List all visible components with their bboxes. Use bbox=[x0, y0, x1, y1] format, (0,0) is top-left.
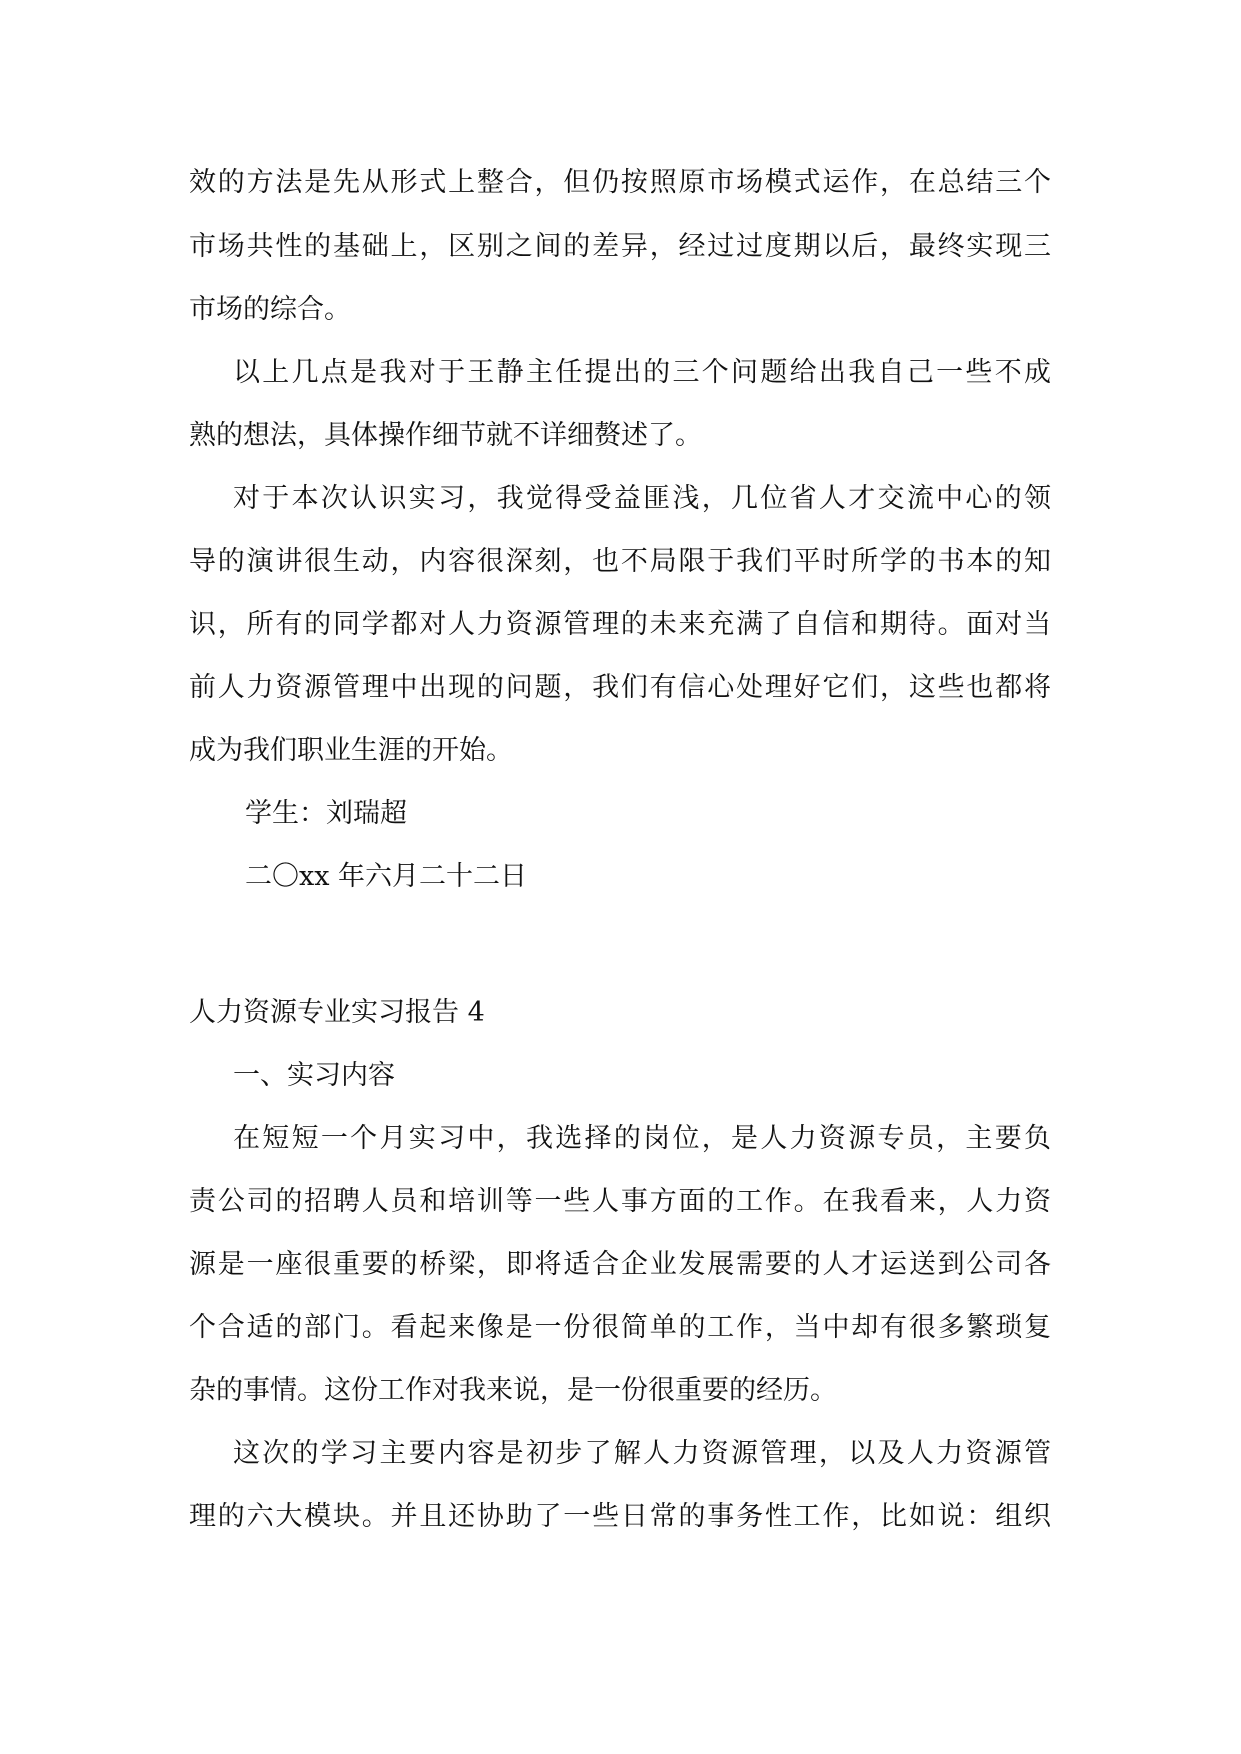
paragraph-line: 对于本次认识实习，我觉得受益匪浅，几位省人才交流中心的领 bbox=[233, 483, 1051, 514]
paragraph-line: 熟的想法，具体操作细节就不详细赘述了。 bbox=[189, 420, 702, 451]
paragraph-line: 这次的学习主要内容是初步了解人力资源管理，以及人力资源管 bbox=[233, 1438, 1051, 1469]
signature-date: 二〇xx 年六月二十二日 bbox=[245, 861, 528, 892]
paragraph-line: 理的六大模块。并且还协助了一些日常的事务性工作，比如说：组织 bbox=[189, 1501, 1051, 1532]
section-title: 人力资源专业实习报告 4 bbox=[189, 997, 485, 1028]
paragraph-line: 以上几点是我对于王静主任提出的三个问题给出我自己一些不成 bbox=[233, 357, 1051, 388]
paragraph-line: 在短短一个月实习中，我选择的岗位，是人力资源专员，主要负 bbox=[233, 1123, 1051, 1154]
paragraph-line: 导的演讲很生动，内容很深刻，也不局限于我们平时所学的书本的知 bbox=[189, 546, 1051, 577]
section-heading: 一、实习内容 bbox=[233, 1060, 395, 1091]
paragraph-line: 责公司的招聘人员和培训等一些人事方面的工作。在我看来，人力资 bbox=[189, 1186, 1051, 1217]
paragraph-line: 市场的综合。 bbox=[189, 294, 351, 325]
paragraph-line: 源是一座很重要的桥梁，即将适合企业发展需要的人才运送到公司各 bbox=[189, 1249, 1051, 1280]
paragraph-line: 识，所有的同学都对人力资源管理的未来充满了自信和期待。面对当 bbox=[189, 609, 1051, 640]
paragraph-line: 杂的事情。这份工作对我来说，是一份很重要的经历。 bbox=[189, 1375, 837, 1406]
paragraph-line: 市场共性的基础上，区别之间的差异，经过过度期以后，最终实现三 bbox=[189, 231, 1051, 262]
paragraph-line: 成为我们职业生涯的开始。 bbox=[189, 735, 513, 766]
paragraph-line: 个合适的部门。看起来像是一份很简单的工作，当中却有很多繁琐复 bbox=[189, 1312, 1051, 1343]
signature-student: 学生：刘瑞超 bbox=[245, 798, 407, 829]
paragraph-line: 效的方法是先从形式上整合，但仍按照原市场模式运作，在总结三个 bbox=[189, 167, 1051, 198]
paragraph-line: 前人力资源管理中出现的问题，我们有信心处理好它们，这些也都将 bbox=[189, 672, 1051, 703]
